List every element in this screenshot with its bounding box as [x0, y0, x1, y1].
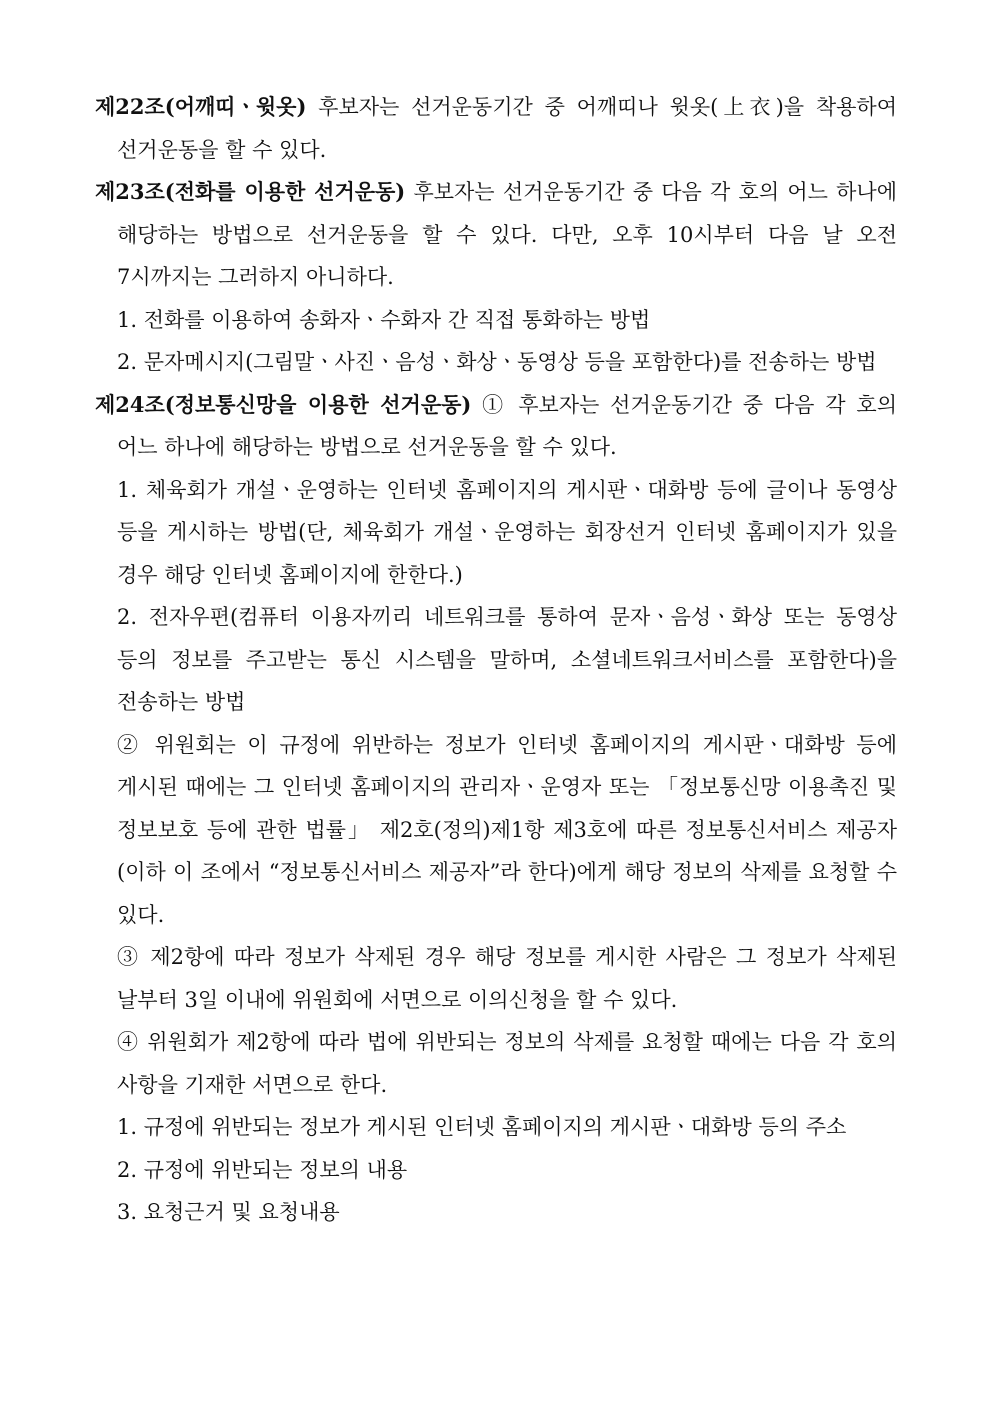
article-22: [95, 86, 897, 171]
article-23: [95, 171, 897, 299]
article-24-paragraph-3: ③ 제2항에 따라 정보가 삭제된 경우 해당 정보를 게시한 사람은 그 정보가 삭제된 날부터 3일 이내에 위원회에 서면으로 이의신청을 할 수 있다.: [117, 945, 897, 1012]
document-page: [95, 86, 897, 1234]
article-23-item-2: 2. 문자메시지(그림말ㆍ사진ㆍ음성ㆍ화상ㆍ동영상 등을 포함한다)를 전송하는 방법: [117, 350, 877, 374]
article-24-item-2: 2. 전자우편(컴퓨터 이용자끼리 네트워크를 통하여 문자ㆍ음성ㆍ화상 또는 동영상 등의 정보를 주고받는 통신 시스템을 말하며, 소셜네트워크서비스를 포함한다)을 전송하는 방법: [117, 605, 897, 714]
article-body: 후보자는 선거운동기간 중 어깨띠나 윗옷(上衣)을 착용하여 선거운동을 할 수 있다.: [117, 95, 897, 162]
article-heading: 제22조(어깨띠ㆍ윗옷): [95, 94, 307, 119]
article-body: 후보자는 선거운동기간 중 다음 각 호의 어느 하나에 해당하는 방법으로 선거운동을 할 수 있다. 다만, 오후 10시부터 다음 날 오전 7시까지는 그러하지 아니하다.: [117, 180, 897, 289]
article-24-paragraph-2: ② 위원회는 이 규정에 위반하는 정보가 인터넷 홈페이지의 게시판ㆍ대화방 등에 게시된 때에는 그 인터넷 홈페이지의 관리자ㆍ운영자 또는 「정보통신망 이용촉진 및 정보보호 등에 관한 법률」 제2호(정의)제1항 제3호에 따른 정보통신서비스 제공자(이하 이 조에서 “정보통신서비스 제공자”라 한다)에게 해당 정보의 삭제를 요청할 수 있다.: [117, 732, 897, 927]
article-body: ① 후보자는 선거운동기간 중 다음 각 호의 어느 하나에 해당하는 방법으로 선거운동을 할 수 있다.: [117, 392, 897, 459]
article-heading: 제24조(정보통신망을 이용한 선거운동): [95, 391, 472, 417]
article-23-item-1: 1. 전화를 이용하여 송화자ㆍ수화자 간 직접 통화하는 방법: [117, 307, 651, 332]
article-24-p4-item-2: 2. 규정에 위반되는 정보의 내용: [117, 1157, 408, 1182]
article-24-p4-item-3: 3. 요청근거 및 요청내용: [117, 1200, 340, 1224]
article-24-item-1: 1. 체육회가 개설ㆍ운영하는 인터넷 홈페이지의 게시판ㆍ대화방 등에 글이나 동영상 등을 게시하는 방법(단, 체육회가 개설ㆍ운영하는 회장선거 인터넷 홈페이지가 있을 경우 해당 인터넷 홈페이지에 한한다.): [117, 477, 897, 587]
article-heading: 제23조(전화를 이용한 선거운동): [95, 179, 406, 204]
article-24-p4-item-1: 1. 규정에 위반되는 정보가 게시된 인터넷 홈페이지의 게시판ㆍ대화방 등의 주소: [117, 1115, 847, 1139]
article-24: [95, 384, 897, 469]
article-24-paragraph-4: ④ 위원회가 제2항에 따라 법에 위반되는 정보의 삭제를 요청할 때에는 다음 각 호의 사항을 기재한 서면으로 한다.: [117, 1030, 897, 1097]
